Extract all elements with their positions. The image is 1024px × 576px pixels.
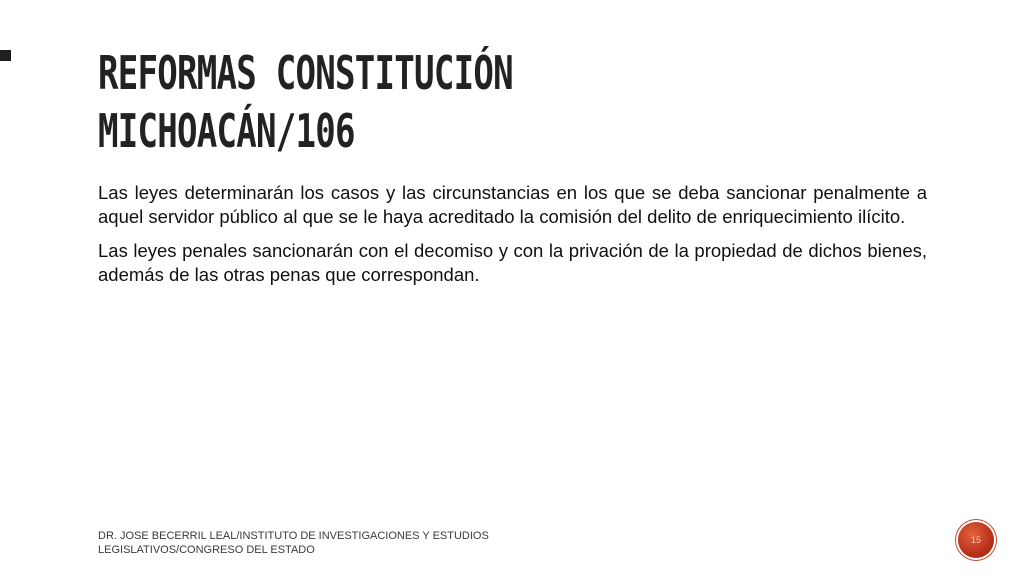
body-paragraph-1: Las leyes determinarán los casos y las circunstancias en los que se deba sancionar penalmente a aquel servidor público al que se le haya acreditado la comisión del delito de enriquecimiento ilícito.	[98, 182, 927, 227]
page-number: 15	[970, 535, 981, 545]
body-paragraph-2: Las leyes penales sancionarán con el decomiso y con la privación de la propiedad de dichos bienes, además de las otras penas que correspondan.	[98, 240, 927, 285]
page-number-badge	[958, 522, 994, 558]
title-marker	[0, 50, 11, 61]
slide-title: REFORMAS CONSTITUCIÓN MICHOACÁN/106	[98, 46, 513, 158]
slide-body	[98, 181, 927, 297]
slide-footer: DR. JOSE BECERRIL LEAL/INSTITUTO DE INVESTIGACIONES Y ESTUDIOS LEGISLATIVOS/CONGRESO DEL ESTADO	[98, 530, 489, 556]
